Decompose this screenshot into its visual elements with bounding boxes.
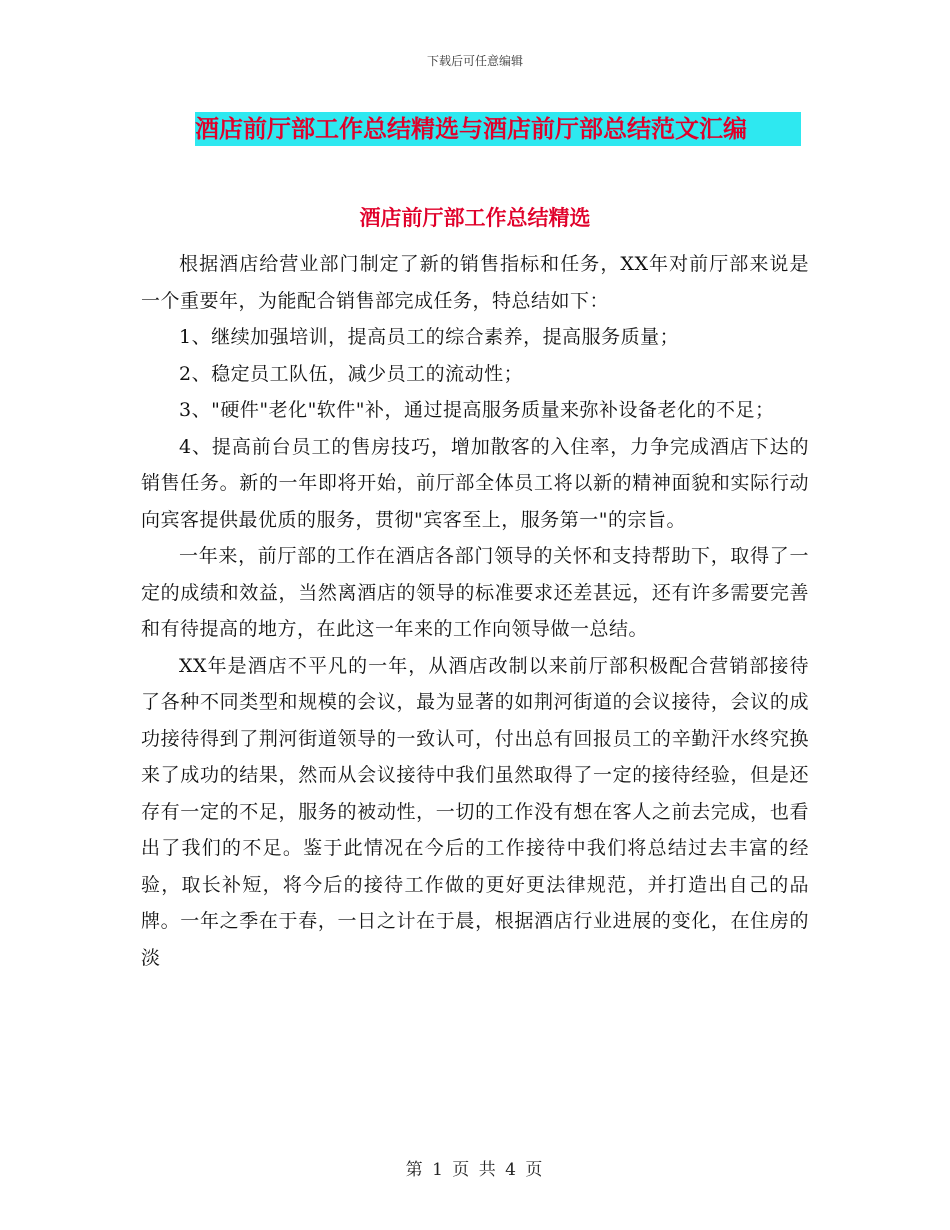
list-item: 1、继续加强培训，提高员工的综合素养，提高服务质量； xyxy=(179,326,680,348)
paragraph: XX年是酒店不平凡的一年，从酒店改制以来前厅部积极配合营销部接待了各种不同类型和规模的会议，最为显著的如荆河街道的会议接待，会议的成功接待得到了荆河街道领导的一致认可，付出总有回报员工的辛勤汗水终究换来了成功的结果，然而从会议接待中我们虽然取得了一定的接待经验，但是还存有一定的不足，服务的被动性，一切的工作没有想在客人之前去完成，也看出了我们的不足。鉴于此情况在今后的工作接待中我们将总结过去丰富的经验，取长补短，将今后的接待工作做的更好更法律规范，并打造出自己的品牌。一年之季在于春，一日之计在于晨，根据酒店行业进展的变化，在住房的淡 xyxy=(141,654,809,969)
paragraph: 根据酒店给营业部门制定了新的销售指标和任务，XX年对前厅部来说是一个重要年，为能配合销售部完成任务，特总结如下： xyxy=(141,253,809,312)
section-title: 酒店前厅部工作总结精选 xyxy=(359,205,591,230)
document-title: 酒店前厅部工作总结精选与酒店前厅部总结范文汇编 xyxy=(195,112,801,146)
list-item: 3、"硬件"老化"软件"补，通过提高服务质量来弥补设备老化的不足； xyxy=(179,399,775,421)
page-number-footer: 第 1 页 共 4 页 xyxy=(405,1160,545,1180)
header-note: 下载后可任意编辑 xyxy=(426,54,523,68)
list-item: 4、提高前台员工的售房技巧，增加散客的入住率，力争完成酒店下达的销售任务。新的一年即将开始，前厅部全体员工将以新的精神面貌和实际行动向宾客提供最优质的服务，贯彻"宾客至上，服务第一"的宗旨。 xyxy=(141,435,809,531)
body-text xyxy=(141,246,809,976)
paragraph: 一年来，前厅部的工作在酒店各部门领导的关怀和支持帮助下，取得了一定的成绩和效益，当然离酒店的领导的标准要求还差甚远，还有许多需要完善和有待提高的地方，在此这一年来的工作向领导做一总结。 xyxy=(141,545,809,640)
list-item: 2、稳定员工队伍，减少员工的流动性； xyxy=(179,362,524,385)
